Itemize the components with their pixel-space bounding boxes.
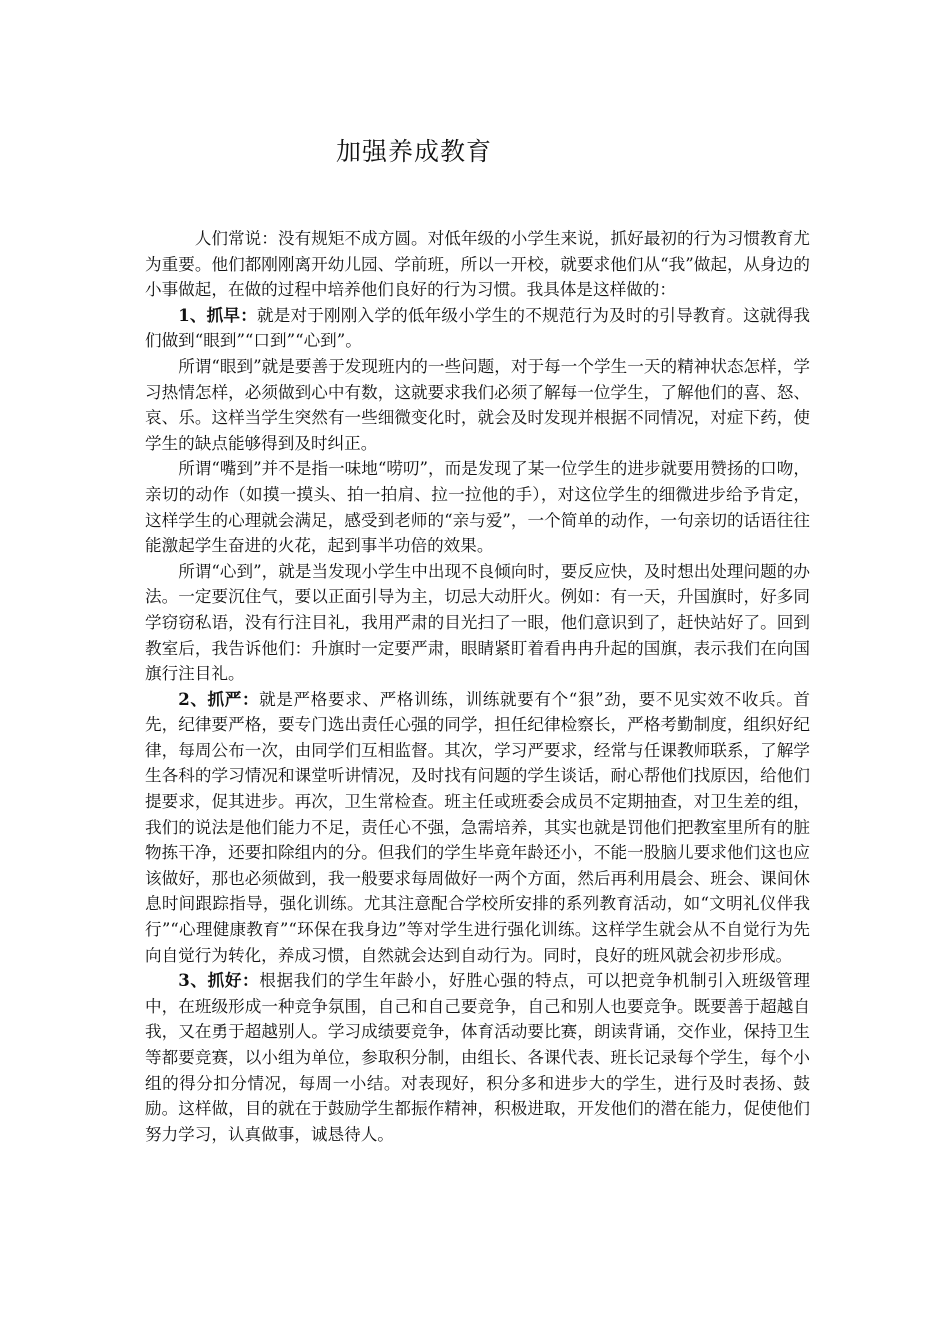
- paragraph-eyes: [145, 354, 810, 456]
- paragraph-text: 人们常说：没有规矩不成方圆。对低年级的小学生来说，抓好最初的行为习惯教育尤为重要。他们都刚刚离开幼儿园、学前班，所以一开校，就要求他们从“我”做起，从身边的小事做起，在做的过程中培养他们良好的行为习惯。我具体是这样做的：: [145, 229, 810, 300]
- paragraph-mouth: [145, 456, 810, 558]
- paragraph-text: 所谓“心到”，就是当发现小学生中出现不良倾向时，要反应快，及时想出处理问题的办法。一定要沉住气，要以正面引导为主，切忌大动肝火。例如：有一天，升国旗时，好多同学窃窃私语，没有行注目礼，我用严肃的目光扫了一眼，他们意识到了，赶快站好了。回到教室后，我告诉他们：升旗时一定要严肃，眼睛紧盯着看冉冉升起的国旗，表示我们在向国旗行注目礼。: [145, 561, 810, 684]
- paragraph-point-2: [145, 687, 810, 969]
- document-body: [145, 226, 810, 1147]
- paragraph-intro: [145, 226, 810, 303]
- page-title: 加强养成教育: [336, 137, 493, 166]
- section-label: 2、抓严：: [178, 688, 260, 709]
- section-label: 1、抓早：: [178, 304, 257, 325]
- paragraph-text: 所谓“嘴到”并不是指一味地“唠叨”，而是发现了某一位学生的进步就要用赞扬的口吻，亲切的动作（如摸一摸头、拍一拍肩、拉一拉他的手），对这位学生的细微进步给予肯定，这样学生的心理就会满足，感受到老师的“亲与爱”，一个简单的动作，一句亲切的话语往往能激起学生奋进的火花，起到事半功倍的效果。: [145, 459, 810, 556]
- paragraph-text: 就是对于刚刚入学的低年级小学生的不规范行为及时的引导教育。这就得我们做到“眼到”“口到”“心到”。: [145, 305, 811, 351]
- paragraph-heart: [145, 559, 810, 687]
- paragraph-point-1: [145, 303, 810, 354]
- paragraph-text: 所谓“眼到”就是要善于发现班内的一些问题，对于每一个学生一天的精神状态怎样，学习热情怎样，必须做到心中有数，这就要求我们必须了解每一位学生，了解他们的喜、怒、哀、乐。这样当学生突然有一些细微变化时，就会及时发现并根据不同情况，对症下药，使学生的缺点能够得到及时纠正。: [145, 356, 810, 453]
- paragraph-text: 根据我们的学生年龄小，好胜心强的特点，可以把竞争机制引入班级管理中，在班级形成一种竞争氛围，自己和自己要竞争，自己和别人也要竞争。既要善于超越自我，又在勇于超越别人。学习成绩要竞争，体育活动要比赛，朗读背诵，交作业，保持卫生等都要竞赛，以小组为单位，参取积分制，由组长、各课代表、班长记录每个学生，每个小组的得分扣分情况，每周一小结。对表现好，积分多和进步大的学生，进行及时表扬、鼓励。这样做，目的就在于鼓励学生都振作精神，积极进取，开发他们的潜在能力，促使他们努力学习，认真做事，诚恳待人。: [145, 971, 811, 1144]
- section-label: 3、抓好：: [178, 970, 260, 991]
- paragraph-point-3: [145, 968, 810, 1147]
- paragraph-text: 就是严格要求、严格训练，训练就要有个“狠”劲，要不见实效不收兵。首先，纪律要严格，要专门选出责任心强的同学，担任纪律检察长，严格考勤制度，组织好纪律，每周公布一次，由同学们互相监督。其次，学习严要求，经常与任课教师联系，了解学生各科的学习情况和课堂听讲情况，及时找有问题的学生谈话，耐心帮他们找原因，给他们提要求，促其进步。再次，卫生常检查。班主任或班委会成员不定期抽查，对卫生差的组，我们的说法是他们能力不足，责任心不强，急需培养，其实也就是罚他们把教室里所有的脏物拣干净，还要扣除组内的分。但我们的学生毕竟年龄还小，不能一股脑儿要求他们这也应该做好，那也必须做到，我一般要求每周做好一两个方面，然后再利用晨会、班会、课间休息时间跟踪指导，强化训练。尤其注意配合学校所安排的系列教育活动，如“文明礼仪伴我行”“心理健康教育”“环保在我身边”等对学生进行强化训练。这样学生就会从不自觉行为先向自觉行为转化，养成习惯，自然就会达到自动行为。同时，良好的班风就会初步形成。: [145, 689, 811, 965]
